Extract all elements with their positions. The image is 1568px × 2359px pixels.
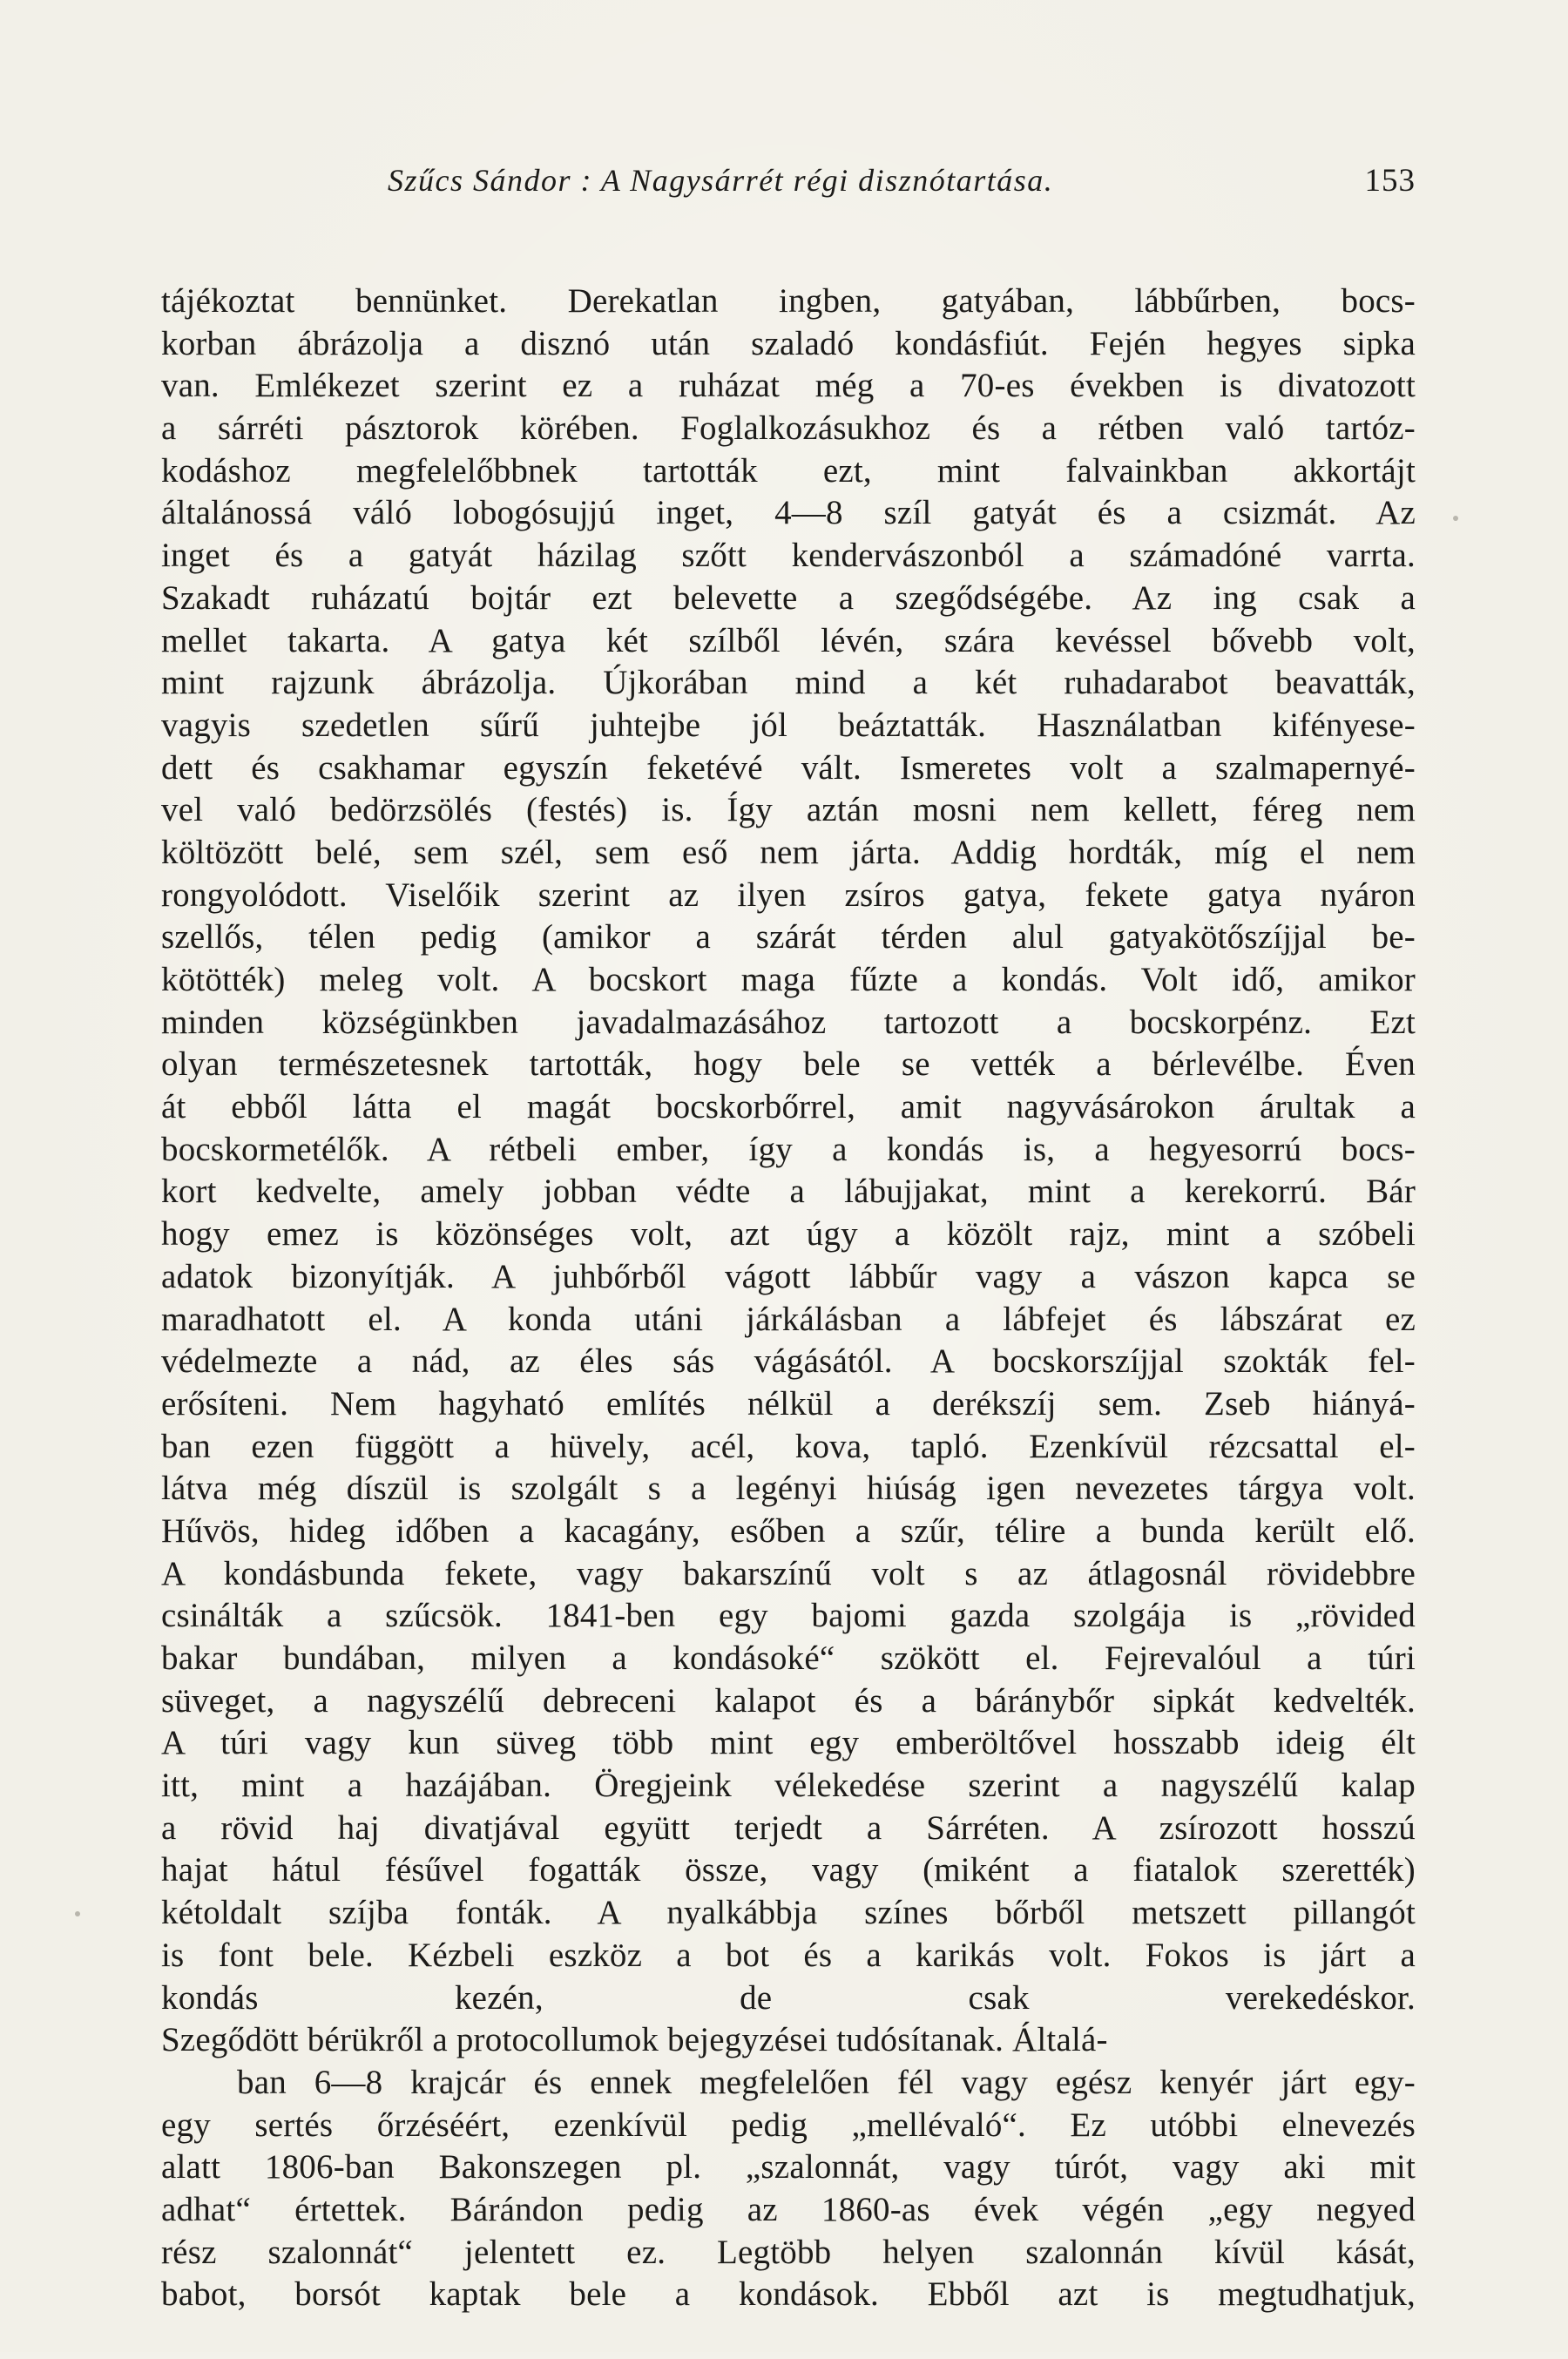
text-line: szellős, télen pedig (amikor a szárát térden alul gatyakötőszíjjal be- [161, 918, 1416, 956]
text-line: A kondásbunda fekete, vagy bakarszínű volt s az átlagosnál rövidebbre [161, 1554, 1416, 1592]
text-line: korban ábrázolja a disznó után szaladó kondásfiút. Fején hegyes sipka [161, 324, 1416, 362]
text-line [161, 2316, 1416, 2359]
text-line: is font bele. Kézbeli eszköz a bot és a karikás volt. Fokos is járt a [161, 1936, 1416, 1974]
text-line: át ebből látta el magát bocskorbőrrel, amit nagyvásárokon árultak a [161, 1088, 1416, 1126]
text-line: maradhatott el. A konda utáni járkálásban a lábfejet és lábszárat ez [161, 1300, 1416, 1338]
text-line: kort kedvelte, amely jobban védte a lábujjakat, mint a kerekorrú. Bár [161, 1173, 1416, 1211]
scan-speck [75, 1911, 80, 1916]
body-text [161, 281, 1416, 2359]
text-line: inget és a gatyát házilag szőtt kendervászonból a számadóné varrta. [161, 537, 1416, 575]
text-line: általánossá váló lobogósujjú inget, 4—8 szíl gatyát és a csizmát. Az [161, 494, 1416, 532]
text-line: vel való bedörzsölés (festés) is. Így aztán mosni nem kellett, féreg nem [161, 791, 1416, 829]
text-line: a rövid haj divatjával együtt terjedt a Sárréten. A zsírozott hosszú [161, 1808, 1416, 1847]
text-line: kodáshoz megfelelőbbnek tartották ezt, mint falvainkban akkortájt [161, 451, 1416, 490]
text-line: süveget, a nagyszélű debreceni kalapot és a báránybőr sipkát kedvelték. [161, 1681, 1416, 1720]
text-line: védelmezte a nád, az éles sás vágásától. A bocskorszíjjal szokták fel- [161, 1342, 1416, 1381]
text-line: hajat hátul fésűvel fogatták össze, vagy (miként a fiatalok szerették) [161, 1851, 1416, 1889]
text-line: vagyis szedetlen sűrű juhtejbe jól beáztatták. Használatban kifényese- [161, 706, 1416, 744]
text-line: van. Emlékezet szerint ez a ruházat még a 70-es években is divatozott [161, 367, 1416, 405]
text-line: olyan természetesnek tartották, hogy bele se vették a bérlevélbe. Éven [161, 1045, 1416, 1084]
text-line: kötötték) meleg volt. A bocskort maga fűzte a kondás. Volt idő, amikor [161, 961, 1416, 998]
text-line: látva még díszül is szolgált s a legényi hiúság igen nevezetes tárgya volt. [161, 1470, 1416, 1508]
text-line: mellet takarta. A gatya két szílből lévén, szára kevéssel bővebb volt, [161, 621, 1416, 659]
text-line: minden községünkben javadalmazásához tartozott a bocskorpénz. Ezt [161, 1003, 1416, 1041]
text-line: tájékoztat bennünket. Derekatlan ingben, gatyában, lábbűrben, bocs- [161, 282, 1416, 320]
text-line: Hűvös, hideg időben a kacagány, esőben a szűr, télire a bunda került elő. [161, 1511, 1416, 1550]
text-line: egy sertés őrzéséért, ezenkívül pedig „mellévaló“. Ez utóbbi elnevezés [161, 2106, 1416, 2144]
text-line: bakar bundában, milyen a kondásoké“ szökött el. Fejrevalóul a túri [161, 1639, 1416, 1677]
text-line: csinálták a szűcsök. 1841-ben egy bajomi gazda szolgája is „rövided [161, 1597, 1416, 1635]
text-line: A túri vagy kun süveg több mint egy emberöltővel hosszabb ideig élt [161, 1724, 1416, 1762]
text-line: itt, mint a hazájában. Öregjeink vélekedése szerint a nagyszélű kalap [161, 1767, 1416, 1805]
text-line: a sárréti pásztorok körében. Foglalkozásukhoz és a rétben való tartóz- [161, 409, 1416, 448]
scan-speck [1453, 516, 1458, 521]
text-line: alatt 1806-ban Bakonszegen pl. „szalonnát, vagy túrót, vagy aki mit [161, 2148, 1416, 2187]
text-line-paragraph-start: ban 6—8 krajcár és ennek megfelelően fél vagy egész kenyér járt egy- [237, 2063, 1416, 2101]
text-line: költözött belé, sem szél, sem eső nem járta. Addig hordták, míg el nem [161, 833, 1416, 871]
text-line: Szakadt ruházatú bojtár ezt belevette a szegődségébe. Az ing csak a [161, 578, 1416, 617]
text-line: adhat“ értettek. Bárándon pedig az 1860-as évek végén „egy negyed [161, 2190, 1416, 2228]
text-line: kétoldalt szíjba fonták. A nyalkábbja színes bőrből metszett pillangót [161, 1894, 1416, 1932]
running-header-title: Szűcs Sándor : A Nagysárrét régi disznótartása. [388, 163, 1054, 198]
text-line: dett és csakhamar egyszín feketévé vált. Ismeretes volt a szalmapernyé- [161, 748, 1416, 787]
text-line: ban ezen függött a hüvely, acél, kova, tapló. Ezenkívül rézcsattal el- [161, 1427, 1416, 1465]
text-line: erősíteni. Nem hagyható említés nélkül a derékszíj sem. Zseb hiányá- [161, 1384, 1416, 1423]
text-line: adatok bizonyítják. A juhbőrből vágott lábbűr vagy a vászon kapca se [161, 1257, 1416, 1295]
text-line: bocskormetélők. A rétbeli ember, így a kondás is, a hegyesorrú bocs- [161, 1130, 1416, 1168]
text-line: kondás kezén, de csak verekedéskor. [161, 1978, 1416, 2017]
text-line: rongyolódott. Viselőik szerint az ilyen zsíros gatya, fekete gatya nyáron [161, 875, 1416, 914]
page-number: 153 [1364, 163, 1416, 199]
text-line: hogy emez is közönséges volt, azt úgy a közölt rajz, mint a szóbeli [161, 1215, 1416, 1254]
text-line: babot, borsót kaptak bele a kondások. Ebből azt is megtudhatjuk, [161, 2275, 1416, 2314]
text-line: rész szalonnát“ jelentett ez. Legtöbb helyen szalonnán kívül kását, [161, 2233, 1416, 2271]
running-header [161, 162, 1416, 206]
text-line: mint rajzunk ábrázolja. Újkorában mind a két ruhadarabot beavatták, [161, 664, 1416, 702]
text-line-paragraph-end: Szegődött bérükről a protocollumok bejegyzései tudósítanak. Általá- [161, 2021, 1108, 2059]
